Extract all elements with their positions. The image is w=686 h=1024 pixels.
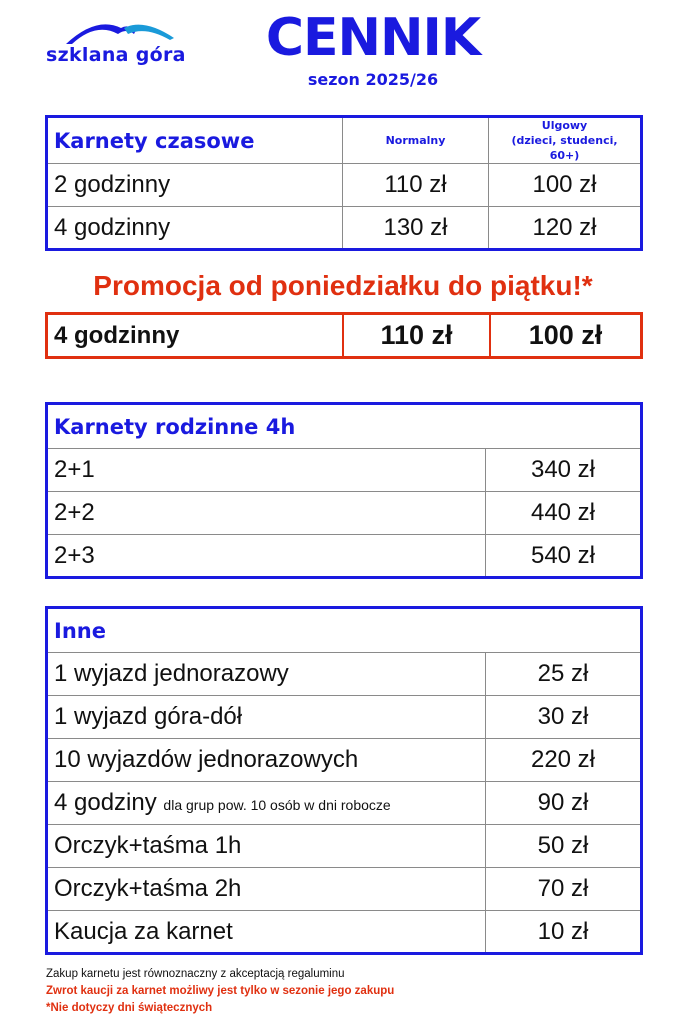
other-table (45, 606, 643, 955)
row-label: Orczyk+taśma 1h (47, 825, 486, 868)
row-label: 1 wyjazd jednorazowy (47, 653, 486, 696)
row-price: 90 zł (486, 782, 642, 825)
table-row (47, 868, 642, 911)
row-note: dla grup pow. 10 osób w dni robocze (163, 797, 391, 813)
table-header-row (47, 117, 642, 164)
promo-price-reduced: 100 zł (490, 314, 642, 358)
row-price: 340 zł (486, 449, 642, 492)
note-deposit: Zwrot kaucji za karnet możliwy jest tylko w sezonie jego zakupu (46, 985, 395, 997)
row-label: Orczyk+taśma 2h (47, 868, 486, 911)
section-heading: Karnety czasowe (47, 117, 343, 164)
table-row (47, 314, 642, 358)
column-header-reduced-title: Ulgowy (541, 119, 588, 132)
logo-text: szklana góra (46, 44, 186, 66)
column-header-reduced-note: (dzieci, studenci, 60+) (511, 134, 618, 162)
price-normal: 130 zł (343, 207, 489, 250)
table-row (47, 492, 642, 535)
price-reduced: 100 zł (489, 164, 642, 207)
table-row (47, 207, 642, 250)
time-passes-table (45, 115, 643, 251)
row-label: Kaucja za karnet (47, 911, 486, 954)
table-row (47, 449, 642, 492)
table-row (47, 164, 642, 207)
row-label-with-note (47, 782, 486, 825)
row-price: 30 zł (486, 696, 642, 739)
table-row (47, 696, 642, 739)
row-label: 10 wyjazdów jednorazowych (47, 739, 486, 782)
row-label: 2+1 (47, 449, 486, 492)
table-row (47, 535, 642, 578)
column-header-normal: Normalny (343, 117, 489, 164)
column-header-reduced (489, 117, 642, 164)
page-title: CENNIK (265, 8, 481, 68)
price-reduced: 120 zł (489, 207, 642, 250)
price-normal: 110 zł (343, 164, 489, 207)
promo-heading: Promocja od poniedziałku do piątku!* (93, 270, 593, 301)
table-row (47, 825, 642, 868)
row-label: 2+2 (47, 492, 486, 535)
note-holidays: *Nie dotyczy dni świątecznych (46, 1002, 213, 1014)
row-price: 440 zł (486, 492, 642, 535)
family-passes-table (45, 402, 643, 579)
row-price: 25 zł (486, 653, 642, 696)
row-label: 2+3 (47, 535, 486, 578)
section-heading: Karnety rodzinne 4h (47, 404, 642, 449)
row-price: 70 zł (486, 868, 642, 911)
table-row (47, 782, 642, 825)
table-row (47, 911, 642, 954)
table-header-row (47, 404, 642, 449)
row-label: 1 wyjazd góra-dół (47, 696, 486, 739)
season-subtitle: sezon 2025/26 (307, 70, 439, 89)
note-terms: Zakup karnetu jest równoznaczny z akceptacją regaluminu (46, 968, 345, 980)
promo-price-normal: 110 zł (343, 314, 490, 358)
row-label: 2 godzinny (47, 164, 343, 207)
promo-table (45, 312, 643, 359)
row-price: 220 zł (486, 739, 642, 782)
row-price: 10 zł (486, 911, 642, 954)
row-price: 540 zł (486, 535, 642, 578)
row-label: 4 godziny (54, 789, 157, 816)
section-heading: Inne (47, 608, 642, 653)
table-row (47, 739, 642, 782)
table-header-row (47, 608, 642, 653)
row-label: 4 godzinny (47, 207, 343, 250)
promo-label: 4 godzinny (47, 314, 344, 358)
row-price: 50 zł (486, 825, 642, 868)
table-row (47, 653, 642, 696)
footnotes (46, 966, 394, 1017)
